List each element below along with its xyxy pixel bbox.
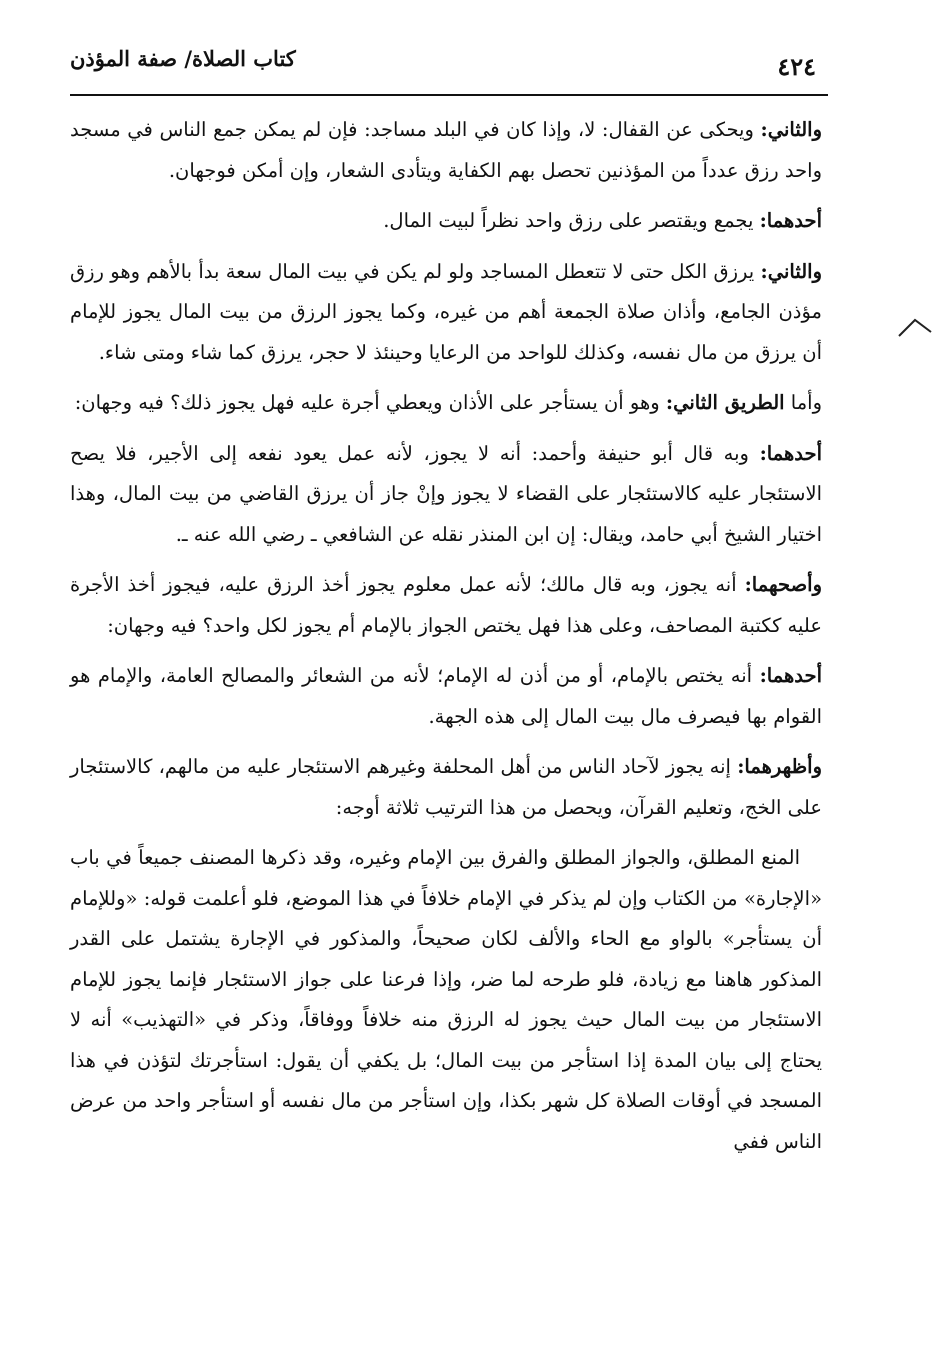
paragraph-text: أنه يجوز، وبه قال مالك؛ لأنه عمل معلوم يجوز أخذ الرزق عليه، فيجوز أخذ الأجرة عليه ككتبة المصاحف، وعلى هذا فهل يختص الجواز بالإمام أم يجوز لكل واحد؟ فيه وجهان: [70, 573, 822, 637]
paragraph-lead: والثاني: [760, 118, 822, 141]
paragraph [70, 110, 822, 191]
paragraph [70, 656, 822, 737]
running-title: كتاب الصلاة/ صفة المؤذن [70, 46, 296, 71]
paragraph [70, 747, 822, 828]
paragraph [70, 565, 822, 646]
paragraph-lead: أحدهما: [759, 209, 822, 232]
paragraph-lead: أحدهما: [759, 441, 822, 465]
paragraph-lead: وأظهرهما: [737, 755, 822, 778]
paragraph-text: وهو أن يستأجر على الأذان ويعطي أجرة عليه فهل يجوز ذلك؟ فيه وجهان: [74, 391, 666, 414]
paragraph-text: وبه قال أبو حنيفة وأحمد: أنه لا يجوز، لأنه عمل يعود نفعه إلى الأجير، فلا يصح الاستئجار عليه كالاستئجار على القضاء لا يجوز وإنْ جاز أن يرزق القاضي من بيت المال، وهذا اختيار الشيخ أبي حامد، ويقال: إن ابن المنذر نقله عن الشافعي ـ رضي الله عنه ـ. [70, 441, 822, 546]
paragraph [70, 383, 822, 424]
body-text [70, 110, 822, 1172]
page-number: ٤٢٤ [777, 52, 816, 81]
paragraph [70, 201, 822, 242]
paragraph-lead: والثاني: [760, 259, 822, 283]
paragraph-text: إنه يجوز لآحاد الناس من أهل المحلفة وغيرهم الاستئجار عليه من مالهم، كالاستئجار على الخج، وتعليم القرآن، ويحصل من هذا الترتيب ثلاثة أوجه: [70, 755, 822, 819]
paragraph-pre: وأما [784, 391, 822, 414]
paragraph-lead: الطريق الثاني: [665, 391, 785, 414]
paragraph-text: ويحكى عن القفال: لا، وإذا كان في البلد مساجد: فإن لم يمكن جمع الناس في مسجد واحد رزق عدداً من المؤذنين تحصل بهم الكفاية ويتأدى الشعار، وإن أمكن فوجهان. [70, 118, 822, 182]
paragraph-text: المنع المطلق، والجواز المطلق والفرق بين الإمام وغيره، وقد ذكرها المصنف جميعاً في باب «الإجارة» من الكتاب وإن لم يذكر في الإمام خلافاً في هذا الموضع، فلو أعلمت قوله: «وللإمام أن يستأجر» بالواو مع الحاء والألف لكان صحيحاً، والمذكور في الإجارة يشتمل على القدر المذكور هاهنا مع زيادة، فلو طرحه لما ضر، وإذا فرعنا على جواز الاستئجار فإنما يجوز للإمام الاستئجار من بيت المال حيث يجوز له الرزق منه خلافاً ووفاقاً، وذكر في «التهذيب» أنه لا يحتاج إلى بيان المدة إذا استأجر من بيت المال؛ بل يكفي أن يقول: استأجرتك لتؤذن في هذا المسجد في أوقات الصلاة كل شهر بكذا، وإن استأجر من مال نفسه أو استأجر واحد من عرض الناس ففي [70, 846, 822, 1153]
paragraph [70, 434, 822, 556]
paragraph [70, 252, 822, 374]
paragraph-text: يجمع ويقتصر على رزق واحد نظراً لبيت المال. [383, 209, 760, 232]
paragraph-lead: أحدهما: [759, 664, 822, 687]
page-header [70, 38, 828, 96]
paragraph-lead: وأصحهما: [744, 573, 822, 596]
paragraph-text: يرزق الكل حتى لا تتعطل المساجد ولو لم يكن في بيت المال سعة بدأ بالأهم وهو رزق مؤذن الجامع، وأذان صلاة الجمعة أهم من غيره، وكما يجوز الرزق من بيت المال يجوز للإمام أن يرزق من مال نفسه، وكذلك للواحد من الرعايا وحينئذ لا حجر، يرزق كما شاء ومتى شاء. [70, 259, 822, 364]
paragraph [70, 838, 822, 1162]
margin-caret-mark [895, 310, 935, 340]
paragraph-text: أنه يختص بالإمام، أو من أذن له الإمام؛ لأنه من الشعائر والمصالح العامة، والإمام هو القوام بها فيصرف مال بيت المال إلى هذه الجهة. [70, 664, 822, 728]
